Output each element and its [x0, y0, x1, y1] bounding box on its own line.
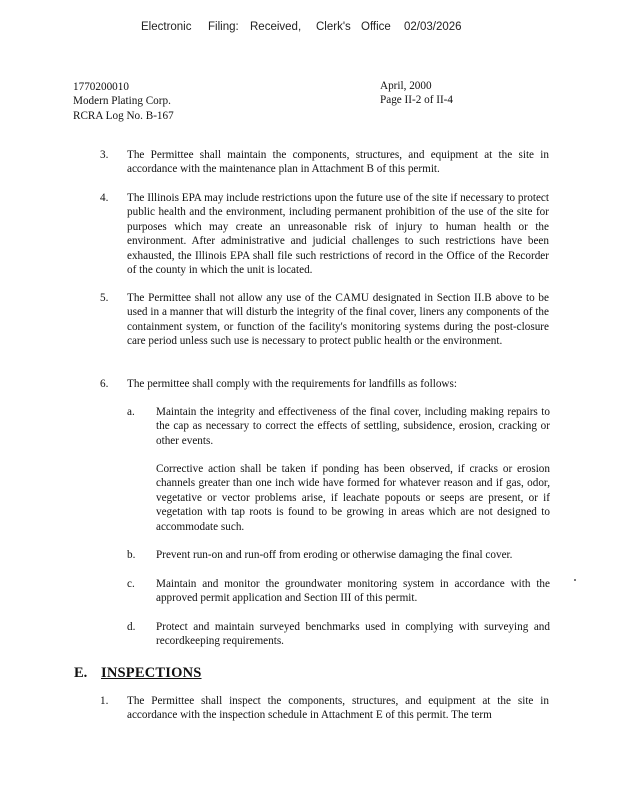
header-left [73, 80, 273, 123]
item-text: The Permittee shall inspect the components, structures, and equipment at the site in accordance with the inspection schedule in Attachment E of this permit. The term [127, 695, 549, 722]
stamp-received: Received, [250, 21, 302, 33]
subitem-letter: c. [127, 578, 135, 590]
scan-speck [574, 579, 576, 581]
item-text: The Permittee shall not allow any use of the CAMU designated in Section II.B above to be used in a manner that will disturb the integrity of the final cover, liners any components of the containment system, or function of the facility's monitoring systems during the post-closure care period unless such use is necessary to protect public health or the environment. [127, 292, 549, 348]
log-number: RCRA Log No. B-167 [73, 109, 174, 122]
document-date: April, 2000 [380, 80, 432, 92]
header-right [380, 79, 580, 108]
permit-number: 1770200010 [73, 81, 129, 93]
item-number: 4. [100, 192, 109, 204]
subitem-letter: b. [127, 549, 136, 561]
subitem-text: Prevent run-on and run-off from eroding or otherwise damaging the final cover. [156, 549, 513, 561]
subitem-text: Maintain and monitor the groundwater monitoring system in accordance with the approved permit application and Section III of this permit. [156, 578, 550, 605]
stamp-date: 02/03/2026 [404, 21, 462, 33]
subitem-letter: d. [127, 621, 136, 633]
item-text: The permittee shall comply with the requirements for landfills as follows: [127, 378, 457, 390]
stamp-electronic: Electronic [141, 21, 192, 33]
page-number: Page II-2 of II-4 [380, 94, 453, 107]
subitem-extra-text: Corrective action shall be taken if ponding has been observed, if cracks or erosion channels greater than one inch wide have formed for whatever reason and if gas, odor, vegetative or vector problems arise, if leachate popouts or seeps are present, or if vegetation with tap roots is found to be growing in areas which are not designed to accommodate such. [156, 463, 550, 533]
subitem-letter: a. [127, 406, 135, 418]
stamp-clerks: Clerk's [316, 21, 351, 33]
stamp-office: Office [361, 21, 391, 33]
item-text: The Illinois EPA may include restrictions upon the future use of the site if necessary to protect public health and the environment, including permanent prohibition of the use of the site for purposes which may create an unreasonable risk of injury to human health or the environment. After administrative and judicial challenges to such restrictions have been exhausted, the Illinois EPA shall file such restrictions of record in the Office of the Recorder of the county in which the unit is located. [127, 192, 549, 277]
stamp-filing: Filing: [208, 21, 239, 33]
item-number: 6. [100, 378, 109, 390]
item-number: 1. [100, 695, 109, 707]
subitem-text: Protect and maintain surveyed benchmarks used in complying with surveying and recordkeeping requirements. [156, 621, 550, 648]
company-name: Modern Plating Corp. [73, 95, 171, 108]
item-number: 3. [100, 149, 109, 161]
section-heading: INSPECTIONS [101, 665, 202, 681]
item-number: 5. [100, 292, 109, 304]
item-text: The Permittee shall maintain the components, structures, and equipment at the site in accordance with the maintenance plan in Attachment B of this permit. [127, 149, 549, 176]
section-letter: E. [74, 665, 88, 681]
subitem-text: Maintain the integrity and effectiveness of the final cover, including making repairs to the cap as necessary to correct the effects of settling, subsidence, erosion, cracking or other events. [156, 406, 550, 447]
